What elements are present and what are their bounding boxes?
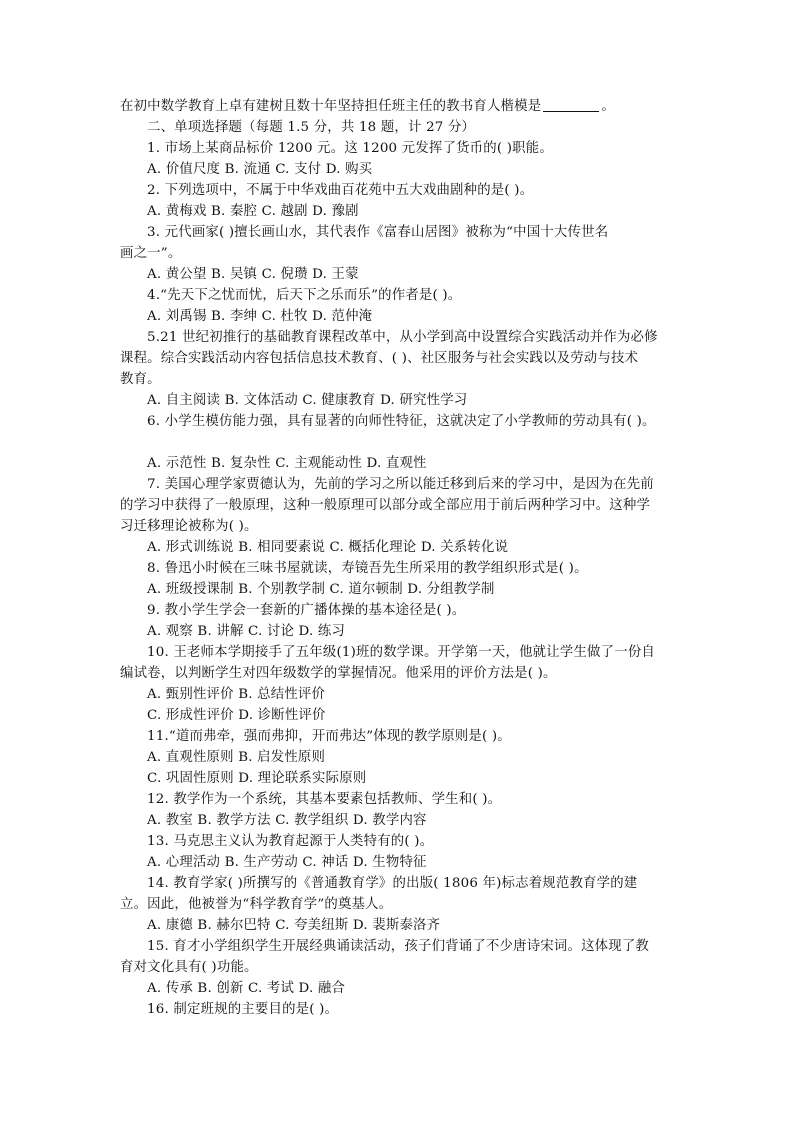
question-stem-continued: 画之一”。 xyxy=(120,246,182,261)
question-stem: 12. 教学作为一个系统，其基本要素包括教师、学生和( )。 xyxy=(147,792,502,807)
question-stem: 1. 市场上某商品标价 1200 元。这 1200 元发挥了货币的( )职能。 xyxy=(147,141,553,156)
answer-options: A. 黄公望 B. 吴镇 C. 倪瓒 D. 王蒙 xyxy=(147,267,359,282)
answer-options: A. 示范性 B. 复杂性 C. 主观能动性 D. 直观性 xyxy=(147,456,427,471)
answer-options: A. 心理活动 B. 生产劳动 C. 神话 D. 生物特征 xyxy=(147,855,427,870)
question-stem-continued: 育对文化具有( )功能。 xyxy=(120,960,258,975)
question-stem: 9. 教小学生学会一套新的广播体操的基本途径是( )。 xyxy=(147,603,466,618)
question-stem: 8. 鲁迅小时候在三味书屋就读，寿镜吾先生所采用的教学组织形式是( )。 xyxy=(147,561,588,576)
question-stem: 16. 制定班规的主要目的是( )。 xyxy=(147,1002,339,1017)
question-stem: 4.“先天下之忧而忧，后天下之乐而乐”的作者是( )。 xyxy=(147,288,462,303)
answer-options: A. 教室 B. 教学方法 C. 教学组织 D. 教学内容 xyxy=(147,813,427,828)
question-stem: 15. 育才小学组织学生开展经典诵读活动，孩子们背诵了不少唐诗宋词。这体现了教 xyxy=(147,939,650,954)
intro-text: 在初中数学教育上卓有建树且数十年坚持担任班主任的教书育人楷模是 xyxy=(120,99,542,114)
question-stem: 11.“道而弗牵，强而弗抑，开而弗达”体现的教学原则是( )。 xyxy=(147,729,511,744)
question-stem-continued: 立。因此，他被誉为“科学教育学”的奠基人。 xyxy=(120,897,393,912)
question-stem: 6. 小学生模仿能力强，具有显著的向师性特征，这就决定了小学教师的劳动具有( )。 xyxy=(147,414,656,429)
question-stem-continued: 的学习中获得了一般原理，这种一般原理可以部分或全部应用于前后两种学习中。这种学 xyxy=(120,498,651,513)
question-stem-continued: 编试卷，以判断学生对四年级数学的掌握情况。他采用的评价方法是( )。 xyxy=(120,666,557,681)
intro-line xyxy=(120,97,615,117)
answer-options: A. 直观性原则 B. 启发性原则 xyxy=(147,750,326,765)
answer-options: A. 自主阅读 B. 文体活动 C. 健康教育 D. 研究性学习 xyxy=(147,393,468,408)
answer-options: A. 黄梅戏 B. 秦腔 C. 越剧 D. 豫剧 xyxy=(147,204,359,219)
answer-options: A. 价值尺度 B. 流通 C. 支付 D. 购买 xyxy=(147,162,373,177)
question-stem: 5.21 世纪初推行的基础教育课程改革中，从小学到高中设置综合实践活动并作为必修 xyxy=(147,330,658,345)
question-stem-continued: 习迁移理论被称为( )。 xyxy=(120,519,258,534)
question-stem-continued: 课程。综合实践活动内容包括信息技术教育、( )、社区服务与社会实践以及劳动与技术 xyxy=(120,351,639,366)
section-heading: 二、单项选择题（每题 1.5 分，共 18 题，计 27 分） xyxy=(147,120,476,135)
question-stem: 7. 美国心理学家贾德认为，先前的学习之所以能迁移到后来的学习中，是因为在先前 xyxy=(147,477,654,492)
answer-options: A. 康德 B. 赫尔巴特 C. 夸美纽斯 D. 裴斯泰洛齐 xyxy=(147,918,441,933)
answer-options: A. 观察 B. 讲解 C. 讨论 D. 练习 xyxy=(147,624,346,639)
intro-text-end: 。 xyxy=(601,99,615,114)
answer-options: A. 甄别性评价 B. 总结性评价 xyxy=(147,687,326,702)
question-stem: 10. 王老师本学期接手了五年级(1)班的数学课。开学第一天，他就让学生做了一份自 xyxy=(147,645,655,660)
question-stem-continued: 教育。 xyxy=(120,372,161,387)
answer-options: A. 传承 B. 创新 C. 考试 D. 融合 xyxy=(147,981,346,996)
question-stem: 14. 教育学家( )所撰写的《普通教育学》的出版( 1806 年)标志着规范教育学的建 xyxy=(147,876,638,891)
answer-blank xyxy=(543,97,599,112)
answer-options: A. 刘禹锡 B. 李绅 C. 杜牧 D. 范仲淹 xyxy=(147,309,373,324)
answer-options: A. 班级授课制 B. 个别教学制 C. 道尔顿制 D. 分组教学制 xyxy=(147,582,495,597)
question-stem: 2. 下列选项中，不属于中华戏曲百花苑中五大戏曲剧种的是( )。 xyxy=(147,183,534,198)
answer-options: C. 形成性评价 D. 诊断性评价 xyxy=(147,708,326,723)
question-stem: 3. 元代画家( )擅长画山水，其代表作《富春山居图》被称为“中国十大传世名 xyxy=(147,225,609,240)
answer-options: C. 巩固性原则 D. 理论联系实际原则 xyxy=(147,771,367,786)
answer-options: A. 形式训练说 B. 相同要素说 C. 概括化理论 D. 关系转化说 xyxy=(147,540,509,555)
question-stem: 13. 马克思主义认为教育起源于人类特有的( )。 xyxy=(147,834,434,849)
